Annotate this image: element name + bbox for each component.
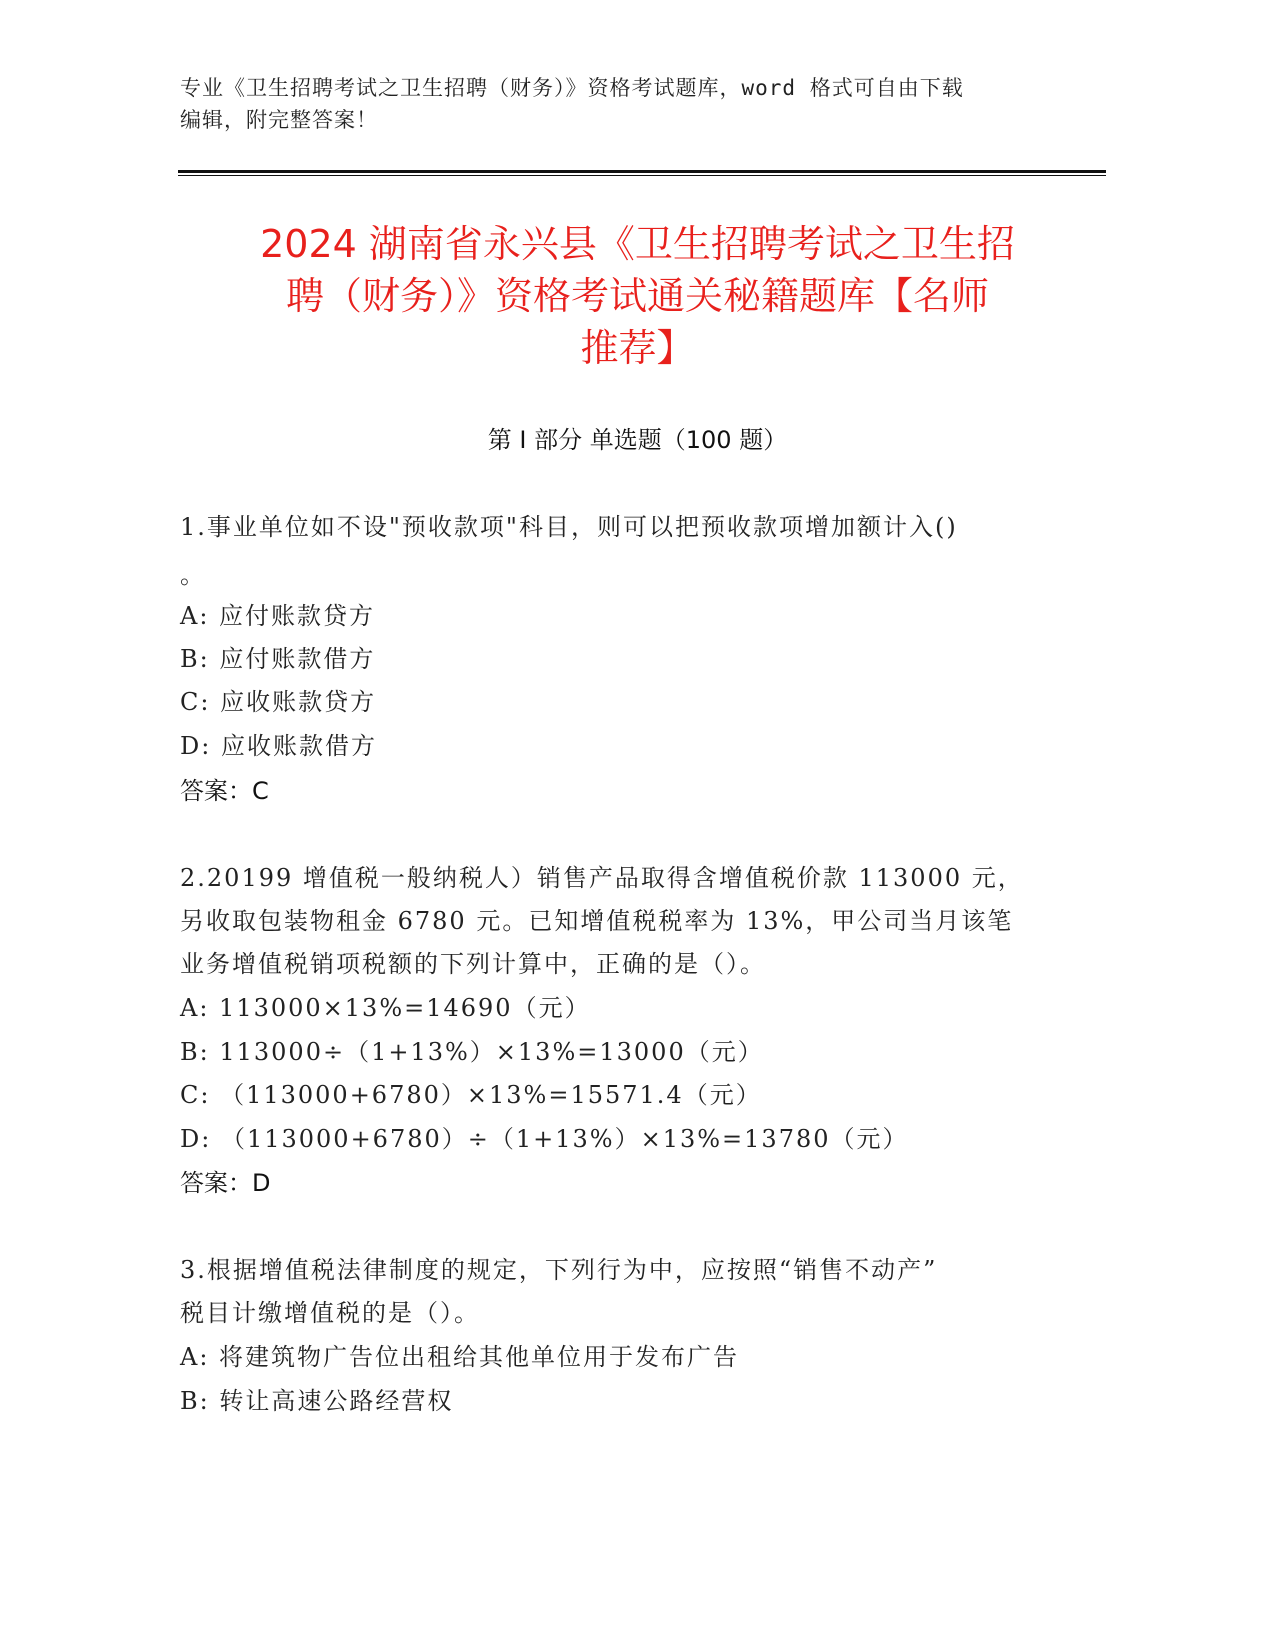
question-2-option-c: C: （113000+6780）×13%=15571.4（元） bbox=[180, 1081, 762, 1109]
question-3-stem-line-1: 3.根据增值税法律制度的规定，下列行为中，应按照“销售不动产” bbox=[180, 1256, 938, 1284]
question-1-option-c: C: 应收账款贷方 bbox=[180, 688, 377, 716]
question-2-stem-line-2: 另收取包装物租金 6780 元。已知增值税税率为 13%，甲公司当月该笔 bbox=[180, 907, 1014, 935]
question-2-option-b: B: 113000÷（1+13%）×13%=13000（元） bbox=[180, 1038, 764, 1066]
question-2-stem-line-1: 2.20199 增值税一般纳税人）销售产品取得含增值税价款 113000 元， bbox=[180, 864, 1024, 892]
question-1-option-d: D: 应收账款借方 bbox=[180, 732, 377, 760]
header-divider-thick bbox=[178, 170, 1106, 173]
section-heading: 第 I 部分 单选题（100 题） bbox=[487, 426, 788, 454]
question-3-option-a: A: 将建筑物广告位出租给其他单位用于发布广告 bbox=[180, 1343, 740, 1371]
question-2-option-d: D: （113000+6780）÷（1+13%）×13%=13780（元） bbox=[180, 1125, 909, 1153]
question-1-answer: 答案：C bbox=[180, 777, 269, 805]
header-note-line-2: 编辑，附完整答案！ bbox=[180, 108, 378, 132]
question-2-stem-line-3: 业务增值税销项税额的下列计算中，正确的是（）。 bbox=[180, 950, 766, 978]
header-note-line-1: 专业《卫生招聘考试之卫生招聘（财务）》资格考试题库，word 格式可自由下载 bbox=[180, 76, 964, 100]
question-1-option-b: B: 应付账款借方 bbox=[180, 645, 376, 673]
question-2-option-a: A: 113000×13%=14690（元） bbox=[180, 994, 591, 1022]
question-2-answer: 答案：D bbox=[180, 1169, 271, 1197]
question-1-option-a: A: 应付账款贷方 bbox=[180, 602, 376, 630]
question-3-option-b: B: 转让高速公路经营权 bbox=[180, 1387, 454, 1415]
title-line-3: 推荐】 bbox=[580, 326, 695, 370]
document-title bbox=[160, 218, 1115, 374]
question-1-stem-line-2: 。 bbox=[180, 561, 206, 589]
title-line-2: 聘（财务）》资格考试通关秘籍题库【名师 bbox=[285, 274, 989, 318]
question-3-stem-line-2: 税目计缴增值税的是（）。 bbox=[180, 1299, 480, 1327]
title-line-1: 2024 湖南省永兴县《卫生招聘考试之卫生招 bbox=[260, 222, 1015, 266]
question-1-stem-line-1: 1.事业单位如不设"预收款项"科目，则可以把预收款项增加额计入() bbox=[180, 513, 958, 541]
header-note bbox=[180, 72, 1080, 136]
header-divider-thin bbox=[178, 175, 1106, 176]
